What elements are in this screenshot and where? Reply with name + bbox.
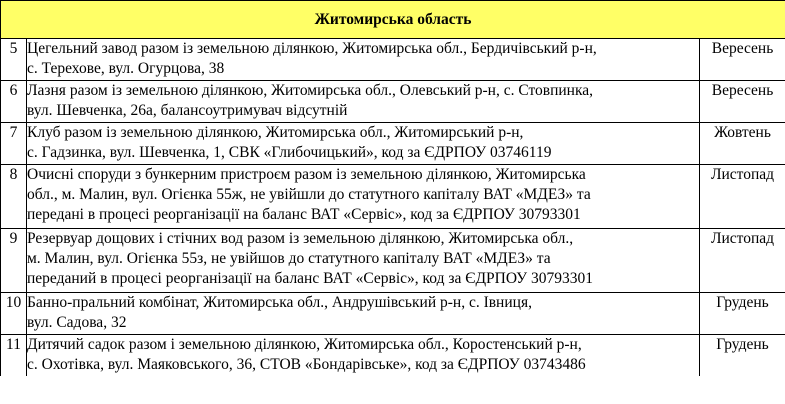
row-number: 8 xyxy=(1,165,27,229)
description-line: Лазня разом із земельною ділянкою, Житомирська обл., Олевський р-н, с. Стовпинка, xyxy=(27,82,594,99)
region-title: Житомирська область xyxy=(1,1,785,39)
table-row xyxy=(1,81,785,123)
row-description xyxy=(27,123,700,165)
table-row xyxy=(1,123,785,165)
row-description xyxy=(27,39,700,81)
description-line: м. Малин, вул. Огієнка 55з, не увійшов до статутного капіталу ВАТ «МДЕЗ» та xyxy=(27,250,551,267)
row-number: 10 xyxy=(1,293,27,335)
description-line: обл., м. Малин, вул. Огієнка 55ж, не увійшли до статутного капіталу ВАТ «МДЕЗ» та xyxy=(27,186,591,203)
row-description xyxy=(27,165,700,229)
description-line: Цегельний завод разом із земельною ділянкою, Житомирська обл., Бердичівський р-н, xyxy=(27,40,597,57)
row-month: Листопад xyxy=(700,165,785,229)
description-line: вул. Садова, 32 xyxy=(27,314,127,331)
row-month: Вересень xyxy=(700,39,785,81)
description-line: вул. Шевченка, 26а, балансоутримувач відсутній xyxy=(27,102,348,119)
row-month: Грудень xyxy=(700,293,785,335)
description-line: переданий в процесі реорганізації на баланс ВАТ «Сервіс», код за ЄДРПОУ 30793301 xyxy=(27,270,594,287)
row-description xyxy=(27,335,700,377)
description-line: Банно-пральний комбінат, Житомирська обл., Андрушівський р-н, с. Івниця, xyxy=(27,294,532,311)
description-line: с. Гадзинка, вул. Шевченка, 1, СВК «Глибочицький», код за ЄДРПОУ 03746119 xyxy=(27,144,552,161)
table-row xyxy=(1,39,785,81)
row-number: 5 xyxy=(1,39,27,81)
region-header-row xyxy=(1,1,785,39)
description-line: Очисні споруди з бункерним пристроєм разом із земельною ділянкою, Житомирська xyxy=(27,166,586,183)
description-line: Резервуар дощових і стічних вод разом із земельною ділянкою, Житомирська обл., xyxy=(27,230,574,247)
row-number: 6 xyxy=(1,81,27,123)
row-month: Жовтень xyxy=(700,123,785,165)
row-number: 11 xyxy=(1,335,27,377)
row-month: Вересень xyxy=(700,81,785,123)
row-description xyxy=(27,81,700,123)
table-row xyxy=(1,335,785,377)
description-line: с. Охотівка, вул. Маяковського, 36, СТОВ «Бондарівське», код за ЄДРПОУ 03743486 xyxy=(27,356,586,373)
description-line: Дитячий садок разом і земельною ділянкою, Житомирська обл., Коростенський р-н, xyxy=(27,336,582,353)
row-month: Листопад xyxy=(700,229,785,293)
row-description xyxy=(27,229,700,293)
row-description xyxy=(27,293,700,335)
row-month: Грудень xyxy=(700,335,785,377)
description-line: Клуб разом із земельною ділянкою, Житомирська обл., Житомирський р-н, xyxy=(27,124,524,141)
table-row xyxy=(1,229,785,293)
table-row xyxy=(1,293,785,335)
row-number: 9 xyxy=(1,229,27,293)
table-row xyxy=(1,165,785,229)
description-line: с. Терехове, вул. Огурцова, 38 xyxy=(27,60,225,77)
row-number: 7 xyxy=(1,123,27,165)
description-line: передані в процесі реорганізації на баланс ВАТ «Сервіс», код за ЄДРПОУ 30793301 xyxy=(27,206,581,223)
